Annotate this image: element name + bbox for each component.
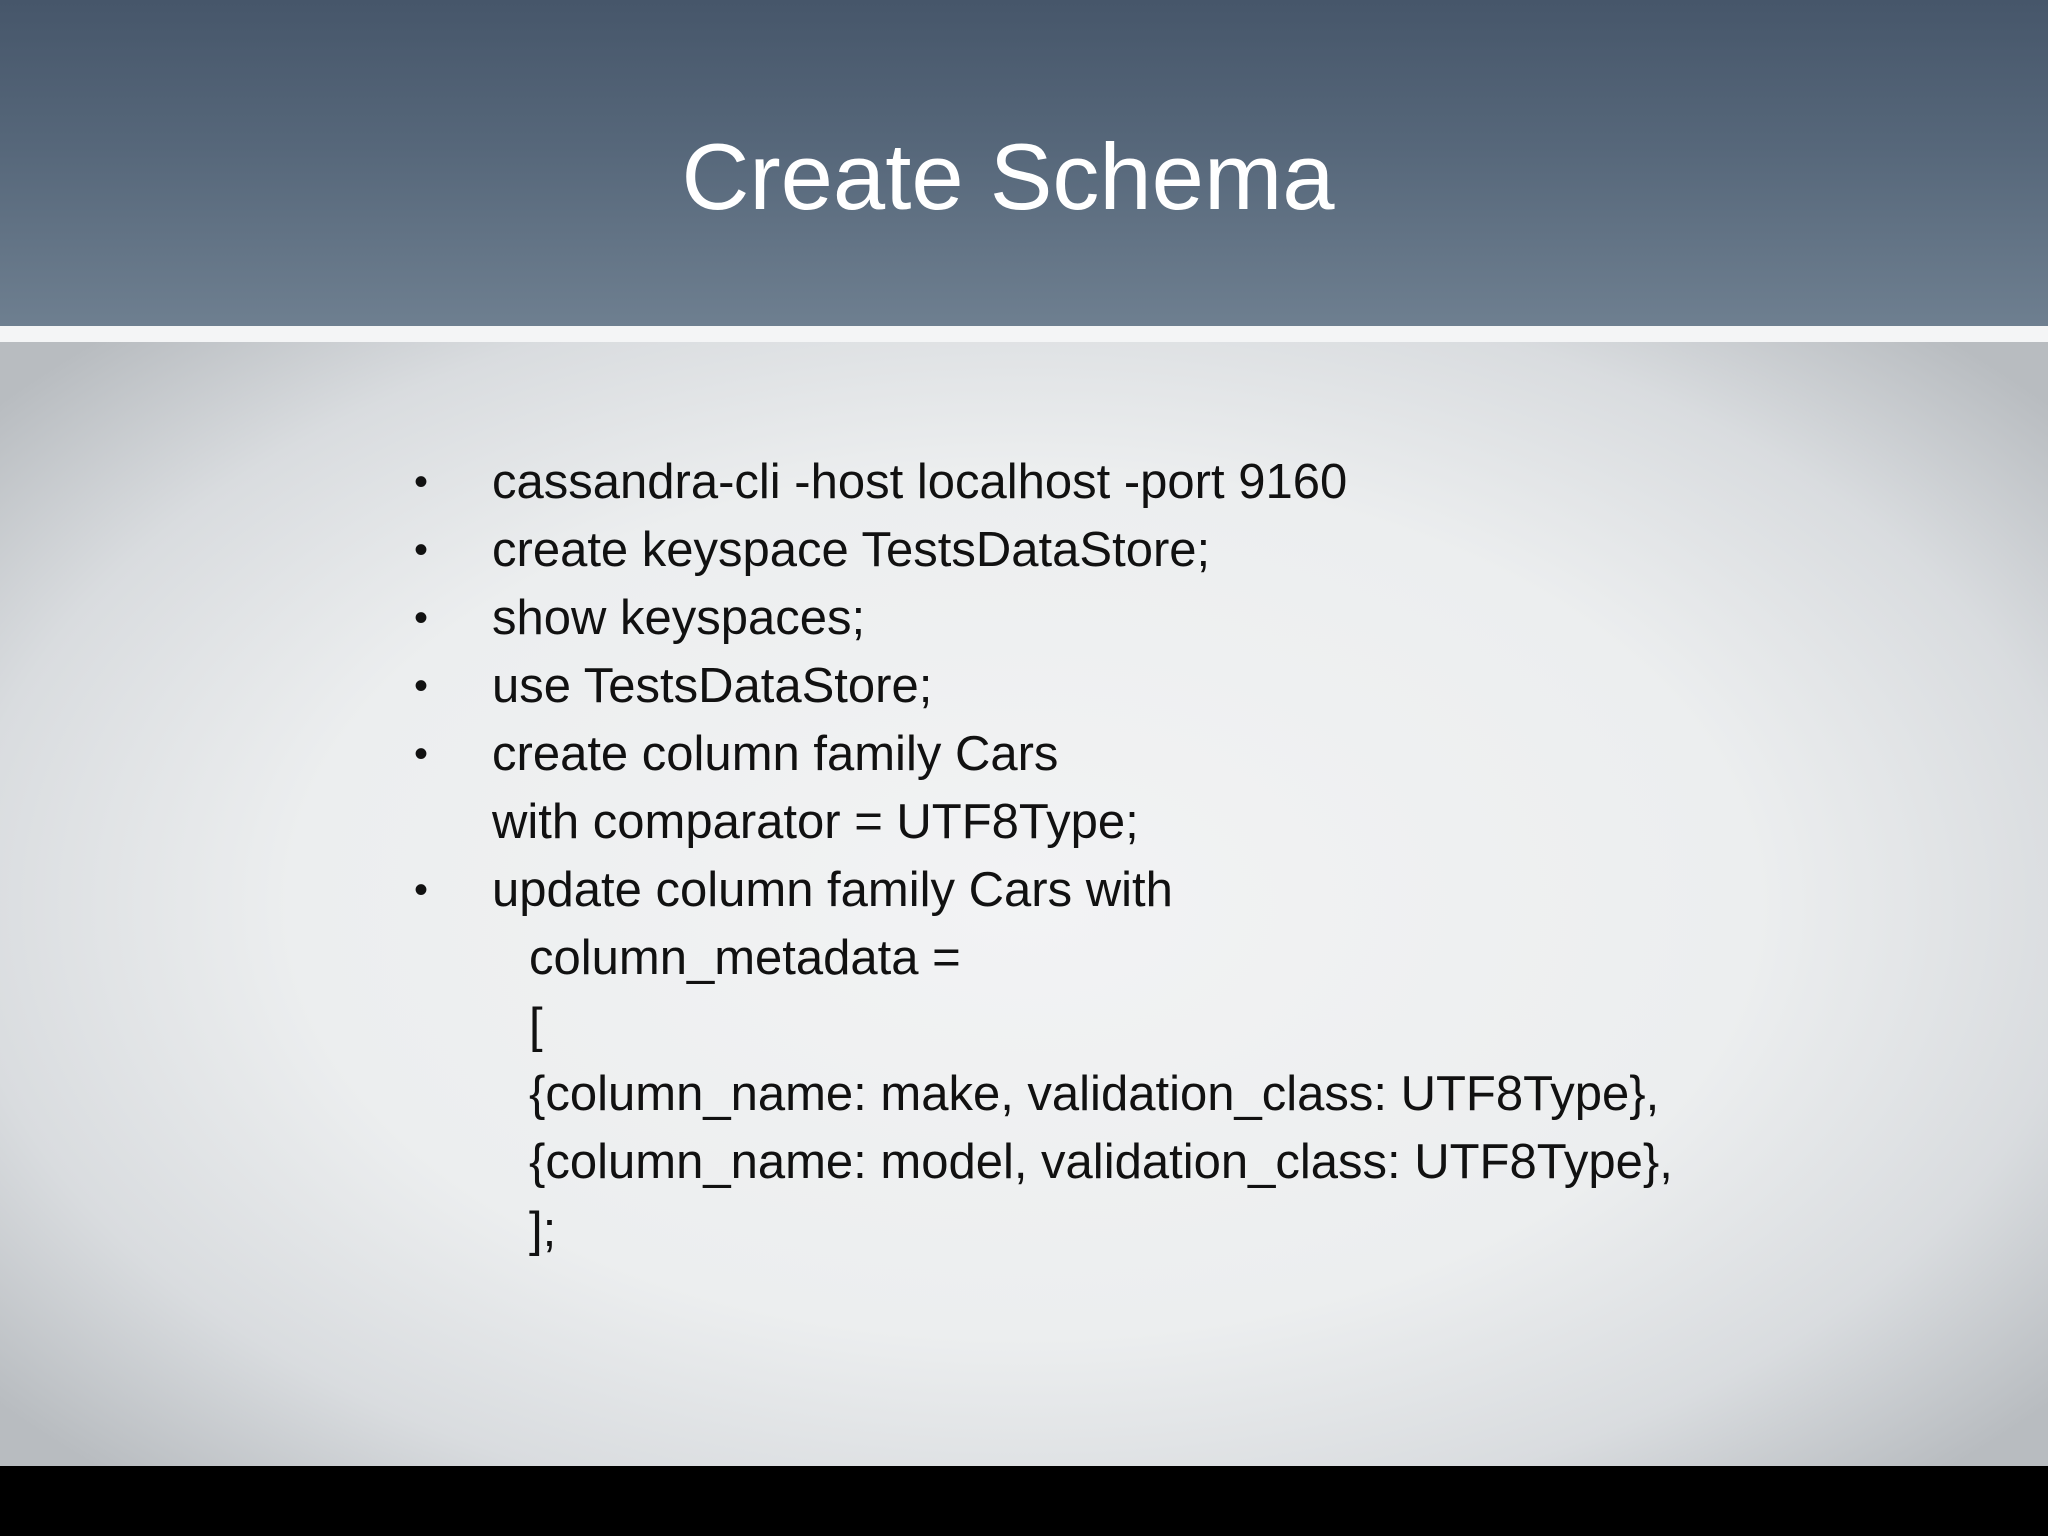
bullet-item: [0, 856, 2048, 924]
bullet-item: [0, 720, 2048, 788]
title-separator: [0, 326, 2048, 342]
bullet-text: create column family Cars: [492, 727, 1059, 781]
code-text: {column_name: make, validation_class: UTF8Type},: [529, 1067, 1660, 1121]
bullet-icon: •: [414, 460, 429, 504]
code-line: [0, 1060, 2048, 1128]
bullet-text: cassandra-cli -host localhost -port 9160: [492, 455, 1348, 509]
code-text: ];: [529, 1203, 557, 1257]
code-text: [: [529, 999, 543, 1053]
bullet-item: [0, 448, 2048, 516]
bullet-icon: •: [414, 732, 429, 776]
bullet-icon: •: [414, 596, 429, 640]
code-line: [0, 1128, 2048, 1196]
slide-title: Create Schema: [681, 124, 1335, 229]
bullet-item: [0, 516, 2048, 584]
bullet-text: use TestsDataStore;: [492, 659, 933, 713]
bullet-icon: •: [414, 664, 429, 708]
code-text: {column_name: model, validation_class: UTF8Type},: [529, 1135, 1673, 1189]
code-line: [0, 992, 2048, 1060]
bullet-icon: •: [414, 868, 429, 912]
bullet-item: [0, 652, 2048, 720]
bullet-icon: •: [414, 528, 429, 572]
bullet-text: create keyspace TestsDataStore;: [492, 523, 1211, 577]
code-text: column_metadata =: [529, 931, 961, 985]
bullet-list: [0, 448, 2048, 1264]
bullet-item: [0, 584, 2048, 652]
bullet-continuation: [0, 788, 2048, 856]
bullet-text: show keyspaces;: [492, 591, 866, 645]
code-line: [0, 1196, 2048, 1264]
bullet-text: with comparator = UTF8Type;: [492, 795, 1139, 849]
bullet-text: update column family Cars with: [492, 863, 1173, 917]
bottom-letterbox: [0, 1466, 2048, 1536]
code-line: [0, 924, 2048, 992]
